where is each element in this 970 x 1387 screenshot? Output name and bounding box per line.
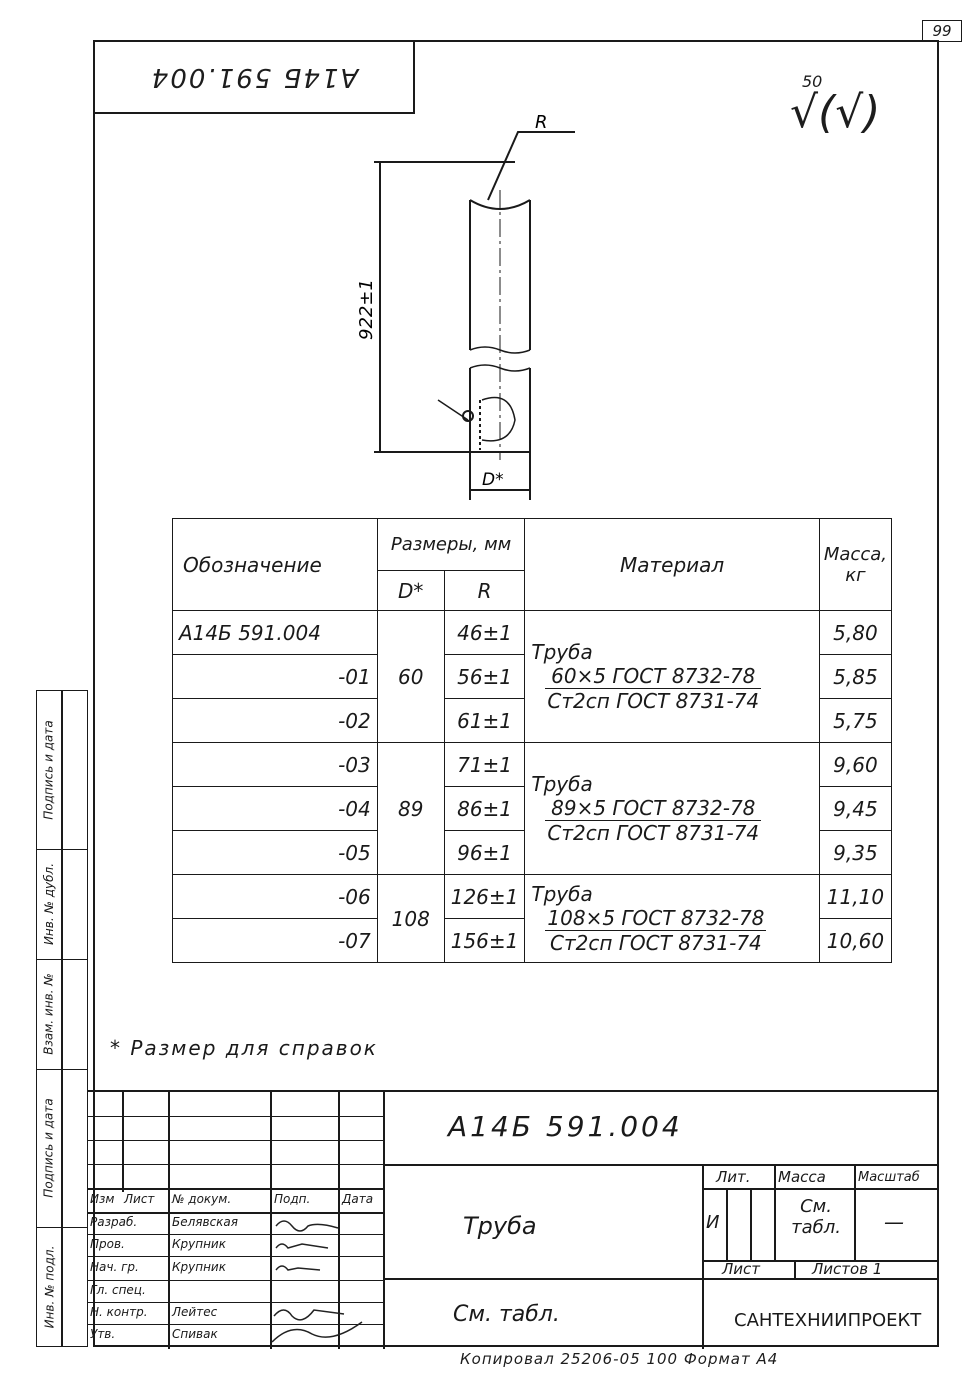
row-designation: -02 [173, 699, 378, 743]
signatures [270, 1212, 380, 1347]
row-r: 156±1 [444, 919, 525, 963]
scale-value: — [884, 1210, 904, 1234]
side-label: Подпись и дата [42, 720, 56, 820]
header-d: D* [377, 571, 444, 611]
title-block [88, 1090, 939, 1349]
material-bottom: Ст2сп ГОСТ 8731-74 [550, 931, 762, 955]
row-d: 108 [377, 875, 444, 963]
roughness-mark [790, 72, 881, 138]
spec-table [172, 518, 892, 963]
row-designation: -05 [173, 831, 378, 875]
row-designation: -03 [173, 743, 378, 787]
top-stamp-code: А14Б 591.004 [149, 62, 359, 92]
row-r: 56±1 [444, 655, 525, 699]
side-label: Взам. инв. № [42, 973, 57, 1055]
org-name: САНТЕХНИИПРОЕКТ [734, 1310, 922, 1331]
header-dimensions: Размеры, мм [377, 519, 525, 571]
row-r: 96±1 [444, 831, 525, 875]
material-top: 89×5 ГОСТ 8732-78 [545, 796, 761, 821]
row-d: 60 [377, 611, 444, 743]
row-designation: -06 [173, 875, 378, 919]
role-label: Н. контр. [90, 1305, 148, 1319]
material-bottom: Ст2сп ГОСТ 8731-74 [547, 689, 760, 713]
row-designation: -04 [173, 787, 378, 831]
col-label: Изм [90, 1192, 115, 1206]
side-label: Инв. № подл. [42, 1245, 57, 1328]
person-name: Белявская [172, 1215, 238, 1229]
material-word: Труба [531, 640, 593, 664]
role-label: Утв. [90, 1327, 116, 1341]
row-mass: 5,75 [819, 699, 891, 743]
role-label: Пров. [90, 1237, 125, 1251]
sheet-number: 99 [922, 20, 962, 42]
col-label: Лист [124, 1192, 155, 1206]
header-designation: Обозначение [173, 519, 378, 611]
header-mass: Масса, кг [819, 519, 891, 611]
material-top: 60×5 ГОСТ 8732-78 [545, 664, 761, 689]
col-label: Дата [342, 1192, 374, 1206]
mass-value: См. табл. [791, 1196, 841, 1238]
top-stamp [95, 42, 415, 114]
diameter-label: D* [482, 470, 504, 490]
row-designation: А14Б 591.004 [173, 611, 378, 655]
material-top: 108×5 ГОСТ 8732-78 [547, 906, 765, 930]
row-r: 71±1 [444, 743, 525, 787]
scale-label: Масштаб [858, 1170, 920, 1185]
reference-note: * Размер для справок [110, 1036, 378, 1060]
row-mass: 5,80 [819, 611, 891, 655]
footer-copy: Копировал 25206-05 100 Формат А4 [460, 1350, 779, 1368]
material-word: Труба [531, 882, 593, 906]
mass-label: Масса [778, 1168, 826, 1186]
row-d: 89 [377, 743, 444, 875]
row-material [525, 743, 819, 875]
role-label: Гл. спец. [90, 1283, 146, 1297]
row-designation: -01 [173, 655, 378, 699]
role-label: Нач. гр. [90, 1260, 139, 1274]
person-name: Спивак [172, 1327, 218, 1341]
lit-value: И [706, 1212, 720, 1233]
col-label: Подп. [274, 1192, 311, 1206]
row-mass: 5,85 [819, 655, 891, 699]
row-mass: 9,60 [819, 743, 891, 787]
material-word: Труба [531, 772, 593, 796]
row-r: 126±1 [444, 875, 525, 919]
sheets-label: Листов 1 [812, 1260, 883, 1278]
lit-label: Лит. [716, 1168, 751, 1186]
row-r: 46±1 [444, 611, 525, 655]
row-mass: 10,60 [819, 919, 891, 963]
side-label: Инв. № дубл. [42, 862, 57, 946]
row-designation: -07 [173, 919, 378, 963]
row-mass: 9,45 [819, 787, 891, 831]
radius-leader [488, 132, 575, 200]
col-label: № докум. [172, 1192, 232, 1206]
roughness-value: 50 [802, 72, 823, 91]
sheet-label: Лист [722, 1260, 761, 1278]
row-mass: 9,35 [819, 831, 891, 875]
header-material: Материал [525, 519, 819, 611]
title-material: См. табл. [453, 1302, 560, 1327]
row-material [525, 611, 819, 743]
person-name: Лейтес [172, 1305, 218, 1319]
side-strip [36, 690, 88, 1347]
row-r: 61±1 [444, 699, 525, 743]
title-name: Труба [463, 1212, 537, 1240]
row-material [525, 875, 819, 963]
person-name: Крупник [172, 1237, 226, 1251]
material-bottom: Ст2сп ГОСТ 8731-74 [547, 821, 760, 845]
side-label: Подпись и дата [42, 1098, 56, 1198]
length-label: 922±1 [356, 279, 377, 340]
header-r: R [444, 571, 525, 611]
title-code: А14Б 591.004 [448, 1110, 683, 1143]
roughness-symbol: √(√) [790, 87, 881, 138]
row-r: 86±1 [444, 787, 525, 831]
row-mass: 11,10 [819, 875, 891, 919]
person-name: Крупник [172, 1260, 226, 1274]
radius-label: R [535, 112, 548, 133]
pipe-drawing [356, 100, 600, 510]
role-label: Разраб. [90, 1215, 138, 1229]
